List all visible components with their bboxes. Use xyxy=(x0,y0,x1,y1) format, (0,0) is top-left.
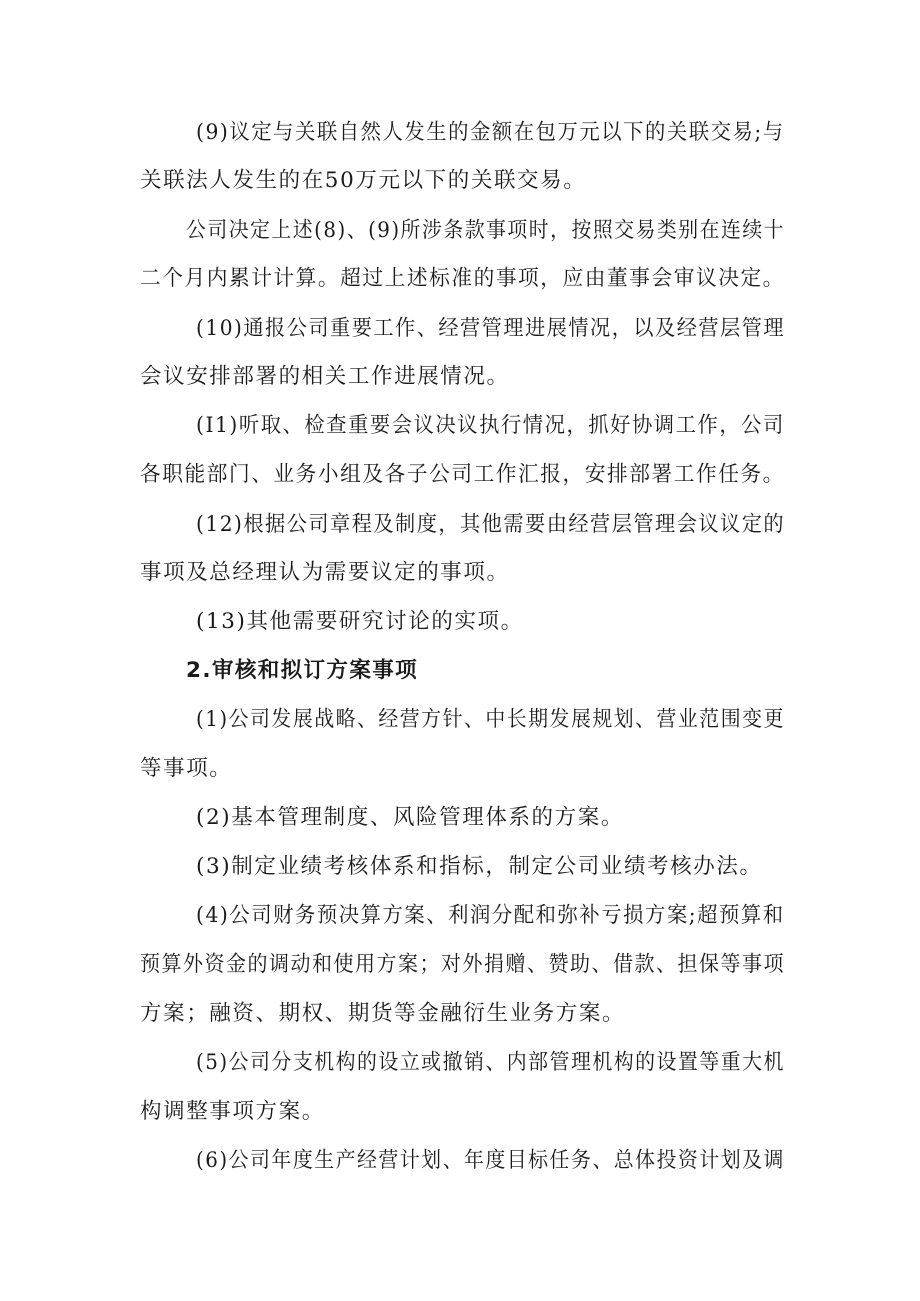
paragraph-line: (10)通报公司重要工作、经营管理进展情况，以及经营层管理 xyxy=(196,316,786,341)
paragraph-line: 会议安排部署的相关工作进展情况。 xyxy=(140,364,510,389)
list-item-line: (5)公司分支机构的设立或撤销、内部管理机构的设置等重大机 xyxy=(196,1050,785,1075)
list-item-line: (3)制定业绩考核体系和指标，制定公司业绩考核办法。 xyxy=(196,854,763,879)
paragraph-line: 各职能部门、业务小组及各子公司工作汇报，安排部署工作任务。 xyxy=(140,462,785,487)
list-item-line: 构调整事项方案。 xyxy=(140,1099,325,1124)
list-item-line: (6)公司年度生产经营计划、年度目标任务、总体投资计划及调 xyxy=(196,1148,785,1173)
paragraph-line: (13)其他需要研究讨论的实项。 xyxy=(196,609,524,634)
paragraph-line: (I1)听取、检查重要会议决议执行情况，抓好协调工作，公司 xyxy=(196,413,785,438)
list-item-line: (4)公司财务预决算方案、利润分配和弥补亏损方案;超预算和 xyxy=(196,903,785,928)
paragraph-line: 公司决定上述(8)、(9)所涉条款事项时，按照交易类别在连续十 xyxy=(186,218,786,243)
list-item-line: (2)基本管理制度、风险管理体系的方案。 xyxy=(196,805,624,830)
list-item-line: 预算外资金的调动和使用方案；对外捐赠、赞助、借款、担保等事项 xyxy=(140,952,785,977)
section-heading: 2.审核和拟订方案事项 xyxy=(186,658,419,683)
list-item-line: 等事项。 xyxy=(140,756,233,781)
paragraph-line: (9)议定与关联自然人发生的金额在包万元以下的关联交易;与 xyxy=(196,120,785,145)
paragraph-line: (12)根据公司章程及制度，其他需要由经营层管理会议议定的 xyxy=(196,512,786,537)
paragraph-line: 事项及总经理认为需要议定的事项。 xyxy=(140,560,510,585)
paragraph-line: 二个月内累计计算。超过上述标准的事项，应由董事会审议决定。 xyxy=(140,266,785,291)
paragraph-line: 关联法人发生的在50万元以下的关联交易。 xyxy=(140,168,587,193)
list-item-line: (1)公司发展战略、经营方针、中长期发展规划、营业范围变更 xyxy=(196,707,785,732)
list-item-line: 方案；融资、期权、期货等金融衍生业务方案。 xyxy=(140,1001,626,1026)
